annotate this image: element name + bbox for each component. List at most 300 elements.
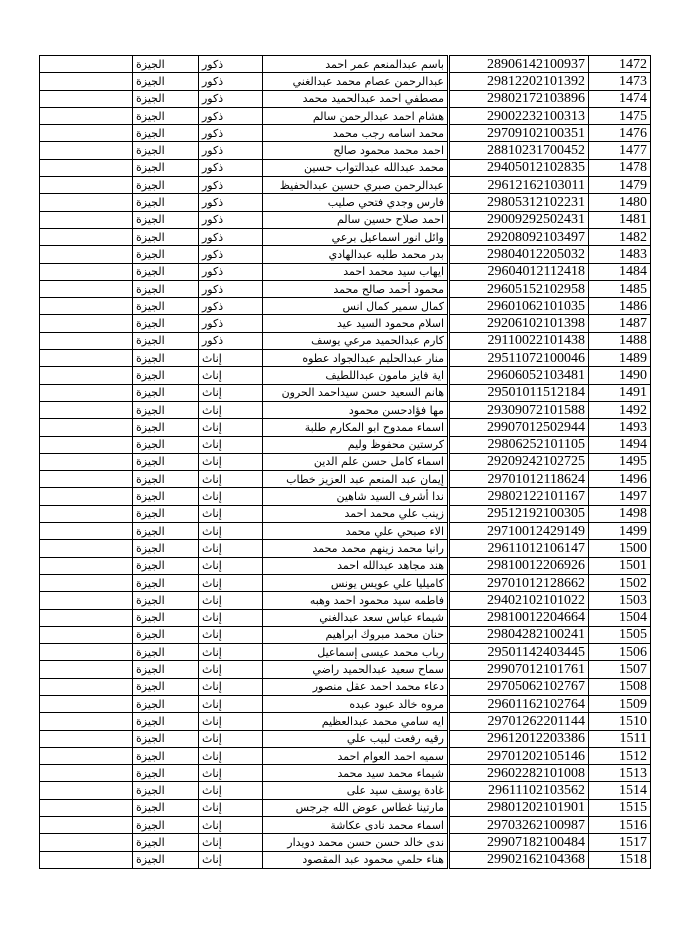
table-row [40,453,651,470]
empty-cell [40,765,133,782]
row-number: 1516 [589,817,651,834]
gender: ذكور [199,194,263,211]
governorate: الجيزة [133,488,199,505]
row-number: 1483 [589,246,651,263]
empty-cell [40,332,133,349]
row-number: 1486 [589,298,651,315]
national-id: 29402102101022 [449,592,589,609]
row-number: 1507 [589,661,651,678]
row-number: 1491 [589,384,651,401]
national-id: 29009292502431 [449,211,589,228]
full-name: باسم عبدالمنعم عمر احمد [263,56,449,73]
table-row [40,799,651,816]
empty-cell [40,609,133,626]
empty-cell [40,350,133,367]
full-name: كرستين محفوظ وليم [263,436,449,453]
gender: إناث [199,453,263,470]
full-name: فاطمه سيد محمود احمد وهبه [263,592,449,609]
national-id: 29812202101392 [449,73,589,90]
full-name: الاء صبحي علي محمد [263,523,449,540]
governorate: الجيزة [133,782,199,799]
national-id: 29511072100046 [449,350,589,367]
national-id: 29801202101901 [449,799,589,816]
table-row [40,419,651,436]
table-row [40,523,651,540]
governorate: الجيزة [133,574,199,591]
full-name: محمود أحمد صالح محمد [263,280,449,297]
gender: إناث [199,747,263,764]
row-number: 1480 [589,194,651,211]
records-table [39,55,651,869]
row-number: 1503 [589,592,651,609]
national-id: 29208092103497 [449,228,589,245]
full-name: كمال سمير كمال انس [263,298,449,315]
table-row [40,90,651,107]
full-name: إيمان عبد المنعم عبد العزيز خطاب [263,471,449,488]
national-id: 29902162104368 [449,851,589,868]
governorate: الجيزة [133,367,199,384]
table-row [40,159,651,176]
full-name: ايه سامي محمد عبدالعظيم [263,713,449,730]
full-name: مروه خالد عبود عبده [263,695,449,712]
table-row [40,177,651,194]
gender: إناث [199,505,263,522]
table-row [40,246,651,263]
governorate: الجيزة [133,765,199,782]
table-row [40,298,651,315]
gender: إناث [199,644,263,661]
gender: ذكور [199,315,263,332]
governorate: الجيزة [133,177,199,194]
gender: ذكور [199,177,263,194]
gender: ذكور [199,56,263,73]
table-row [40,505,651,522]
national-id: 28906142100937 [449,56,589,73]
full-name: ندا أشرف السيد شاهين [263,488,449,505]
empty-cell [40,851,133,868]
gender: إناث [199,730,263,747]
national-id: 29705062102767 [449,678,589,695]
empty-cell [40,142,133,159]
national-id: 29701012118624 [449,471,589,488]
empty-cell [40,280,133,297]
table-row [40,609,651,626]
gender: ذكور [199,246,263,263]
gender: إناث [199,817,263,834]
table-row [40,574,651,591]
empty-cell [40,817,133,834]
full-name: ندى خالد حسن حسن محمد دويدار [263,834,449,851]
governorate: الجيزة [133,626,199,643]
national-id: 29701262201144 [449,713,589,730]
governorate: الجيزة [133,644,199,661]
row-number: 1496 [589,471,651,488]
national-id: 29405012102835 [449,159,589,176]
full-name: رباب محمد عيسى إسماعيل [263,644,449,661]
row-number: 1484 [589,263,651,280]
row-number: 1489 [589,350,651,367]
national-id: 29606052103481 [449,367,589,384]
governorate: الجيزة [133,159,199,176]
gender: ذكور [199,107,263,124]
gender: إناث [199,523,263,540]
gender: إناث [199,488,263,505]
empty-cell [40,419,133,436]
gender: ذكور [199,280,263,297]
table-row [40,782,651,799]
governorate: الجيزة [133,263,199,280]
table-row [40,471,651,488]
empty-cell [40,557,133,574]
row-number: 1487 [589,315,651,332]
row-number: 1475 [589,107,651,124]
gender: ذكور [199,142,263,159]
full-name: احمد محمد محمود صالح [263,142,449,159]
gender: إناث [199,367,263,384]
governorate: الجيزة [133,453,199,470]
national-id: 29601162102764 [449,695,589,712]
row-number: 1510 [589,713,651,730]
empty-cell [40,453,133,470]
empty-cell [40,125,133,142]
empty-cell [40,695,133,712]
empty-cell [40,315,133,332]
empty-cell [40,56,133,73]
full-name: عبدالرحمن عصام محمد عبدالغني [263,73,449,90]
gender: ذكور [199,125,263,142]
row-number: 1508 [589,678,651,695]
empty-cell [40,730,133,747]
governorate: الجيزة [133,609,199,626]
row-number: 1472 [589,56,651,73]
row-number: 1517 [589,834,651,851]
governorate: الجيزة [133,661,199,678]
national-id: 29512192100305 [449,505,589,522]
national-id: 29907012502944 [449,419,589,436]
national-id: 29604012112418 [449,263,589,280]
row-number: 1502 [589,574,651,591]
row-number: 1477 [589,142,651,159]
governorate: الجيزة [133,419,199,436]
row-number: 1490 [589,367,651,384]
table-row [40,644,651,661]
full-name: اسلام محمود السيد عيد [263,315,449,332]
full-name: هشام احمد عبدالرحمن سالم [263,107,449,124]
table-row [40,367,651,384]
gender: إناث [199,678,263,695]
empty-cell [40,211,133,228]
gender: إناث [199,626,263,643]
table-row [40,661,651,678]
gender: ذكور [199,159,263,176]
empty-cell [40,574,133,591]
national-id: 29802172103896 [449,90,589,107]
governorate: الجيزة [133,540,199,557]
row-number: 1493 [589,419,651,436]
table-row [40,817,651,834]
national-id: 29804282100241 [449,626,589,643]
governorate: الجيزة [133,56,199,73]
empty-cell [40,834,133,851]
full-name: غادة يوسف سيد على [263,782,449,799]
gender: إناث [199,695,263,712]
national-id: 29110022101438 [449,332,589,349]
gender: إناث [199,609,263,626]
table-row [40,436,651,453]
row-number: 1511 [589,730,651,747]
governorate: الجيزة [133,73,199,90]
empty-cell [40,73,133,90]
national-id: 29602282101008 [449,765,589,782]
empty-cell [40,678,133,695]
national-id: 29907012101761 [449,661,589,678]
empty-cell [40,505,133,522]
gender: ذكور [199,263,263,280]
table-row [40,695,651,712]
table-row [40,713,651,730]
row-number: 1498 [589,505,651,522]
governorate: الجيزة [133,211,199,228]
empty-cell [40,367,133,384]
governorate: الجيزة [133,817,199,834]
table-row [40,228,651,245]
full-name: ايهاب سيد محمد احمد [263,263,449,280]
national-id: 29002232100313 [449,107,589,124]
governorate: الجيزة [133,315,199,332]
gender: إناث [199,384,263,401]
full-name: هند مجاهد عبدالله احمد [263,557,449,574]
gender: إناث [199,557,263,574]
empty-cell [40,471,133,488]
governorate: الجيزة [133,592,199,609]
row-number: 1488 [589,332,651,349]
national-id: 29601062101035 [449,298,589,315]
full-name: سماح سعيد عبدالحميد راضي [263,661,449,678]
row-number: 1499 [589,523,651,540]
table-row [40,315,651,332]
table-row [40,557,651,574]
table-row [40,592,651,609]
empty-cell [40,177,133,194]
full-name: اسماء كامل حسن علم الدين [263,453,449,470]
row-number: 1518 [589,851,651,868]
table-row [40,142,651,159]
table-row [40,350,651,367]
table-row [40,107,651,124]
governorate: الجيزة [133,523,199,540]
table-row [40,747,651,764]
table-row [40,56,651,73]
full-name: مها فؤادحسن محمود [263,401,449,418]
full-name: شيماء محمد سيد محمد [263,765,449,782]
governorate: الجيزة [133,747,199,764]
governorate: الجيزة [133,246,199,263]
row-number: 1479 [589,177,651,194]
empty-cell [40,436,133,453]
governorate: الجيزة [133,125,199,142]
gender: إناث [199,419,263,436]
governorate: الجيزة [133,851,199,868]
empty-cell [40,782,133,799]
full-name: رقيه رفعت لبيب علي [263,730,449,747]
row-number: 1504 [589,609,651,626]
national-id: 29701012128662 [449,574,589,591]
national-id: 29501142403445 [449,644,589,661]
row-number: 1497 [589,488,651,505]
table-row [40,194,651,211]
gender: إناث [199,574,263,591]
governorate: الجيزة [133,332,199,349]
table-row [40,73,651,90]
gender: إناث [199,592,263,609]
gender: ذكور [199,90,263,107]
full-name: كارم عبدالحميد مرعي يوسف [263,332,449,349]
empty-cell [40,159,133,176]
national-id: 29810012204664 [449,609,589,626]
national-id: 28810231700452 [449,142,589,159]
national-id: 29804012205032 [449,246,589,263]
national-id: 29611102103562 [449,782,589,799]
full-name: محمد اسامه رجب محمد [263,125,449,142]
table-row [40,851,651,868]
gender: ذكور [199,211,263,228]
gender: ذكور [199,298,263,315]
full-name: شيماء عباس سعد عبدالغني [263,609,449,626]
gender: إناث [199,834,263,851]
gender: إناث [199,765,263,782]
empty-cell [40,246,133,263]
table-row [40,540,651,557]
empty-cell [40,107,133,124]
national-id: 29703262100987 [449,817,589,834]
table-row [40,730,651,747]
table-row [40,332,651,349]
governorate: الجيزة [133,730,199,747]
full-name: احمد صلاح حسين سالم [263,211,449,228]
governorate: الجيزة [133,228,199,245]
governorate: الجيزة [133,280,199,297]
table-row [40,280,651,297]
governorate: الجيزة [133,834,199,851]
row-number: 1476 [589,125,651,142]
national-id: 29612162103011 [449,177,589,194]
gender: إناث [199,401,263,418]
national-id: 29701202105146 [449,747,589,764]
governorate: الجيزة [133,557,199,574]
governorate: الجيزة [133,384,199,401]
gender: إناث [199,782,263,799]
table-row [40,765,651,782]
row-number: 1515 [589,799,651,816]
empty-cell [40,298,133,315]
row-number: 1485 [589,280,651,297]
row-number: 1506 [589,644,651,661]
gender: إناث [199,851,263,868]
national-id: 29209242102725 [449,453,589,470]
row-number: 1481 [589,211,651,228]
full-name: اسماء محمد نادى عكاشة [263,817,449,834]
empty-cell [40,626,133,643]
row-number: 1474 [589,90,651,107]
full-name: محمد عبدالله عبدالتواب حسين [263,159,449,176]
table-row [40,384,651,401]
empty-cell [40,799,133,816]
empty-cell [40,523,133,540]
full-name: دعاء محمد احمد عقل منصور [263,678,449,695]
gender: إناث [199,350,263,367]
full-name: بدر محمد طلبه عبدالهادي [263,246,449,263]
full-name: فارس وجدي فتحي صليب [263,194,449,211]
national-id: 29806252101105 [449,436,589,453]
table-row [40,401,651,418]
gender: إناث [199,713,263,730]
national-id: 29805312102231 [449,194,589,211]
governorate: الجيزة [133,799,199,816]
row-number: 1512 [589,747,651,764]
table-row [40,488,651,505]
full-name: مارتينا غطاس عوض الله جرجس [263,799,449,816]
national-id: 29611012106147 [449,540,589,557]
governorate: الجيزة [133,194,199,211]
row-number: 1492 [589,401,651,418]
row-number: 1505 [589,626,651,643]
table-row [40,834,651,851]
governorate: الجيزة [133,401,199,418]
governorate: الجيزة [133,90,199,107]
full-name: حنان محمد مبروك ابراهيم [263,626,449,643]
full-name: وائل انور اسماعيل برعي [263,228,449,245]
full-name: زينب علي محمد احمد [263,505,449,522]
full-name: اسماء ممدوح ابو المكارم طلبة [263,419,449,436]
national-id: 29612012203386 [449,730,589,747]
full-name: مصطفي احمد عبدالحميد محمد [263,90,449,107]
table-row [40,678,651,695]
empty-cell [40,228,133,245]
table-row [40,211,651,228]
row-number: 1478 [589,159,651,176]
full-name: اية فايز مامون عبداللطيف [263,367,449,384]
gender: ذكور [199,73,263,90]
national-id: 29710012429149 [449,523,589,540]
row-number: 1494 [589,436,651,453]
gender: إناث [199,799,263,816]
governorate: الجيزة [133,505,199,522]
records-body [40,56,651,869]
full-name: رانيا محمد زينهم محمد محمد [263,540,449,557]
governorate: الجيزة [133,695,199,712]
governorate: الجيزة [133,471,199,488]
governorate: الجيزة [133,350,199,367]
row-number: 1513 [589,765,651,782]
row-number: 1514 [589,782,651,799]
empty-cell [40,540,133,557]
empty-cell [40,592,133,609]
row-number: 1500 [589,540,651,557]
gender: إناث [199,436,263,453]
full-name: هناء حلمي محمود عبد المقصود [263,851,449,868]
full-name: هانم السعيد حسن سيداحمد الحرون [263,384,449,401]
empty-cell [40,90,133,107]
table-row [40,125,651,142]
governorate: الجيزة [133,678,199,695]
row-number: 1482 [589,228,651,245]
table-row [40,263,651,280]
governorate: الجيزة [133,298,199,315]
empty-cell [40,644,133,661]
empty-cell [40,384,133,401]
national-id: 29907182100484 [449,834,589,851]
governorate: الجيزة [133,107,199,124]
